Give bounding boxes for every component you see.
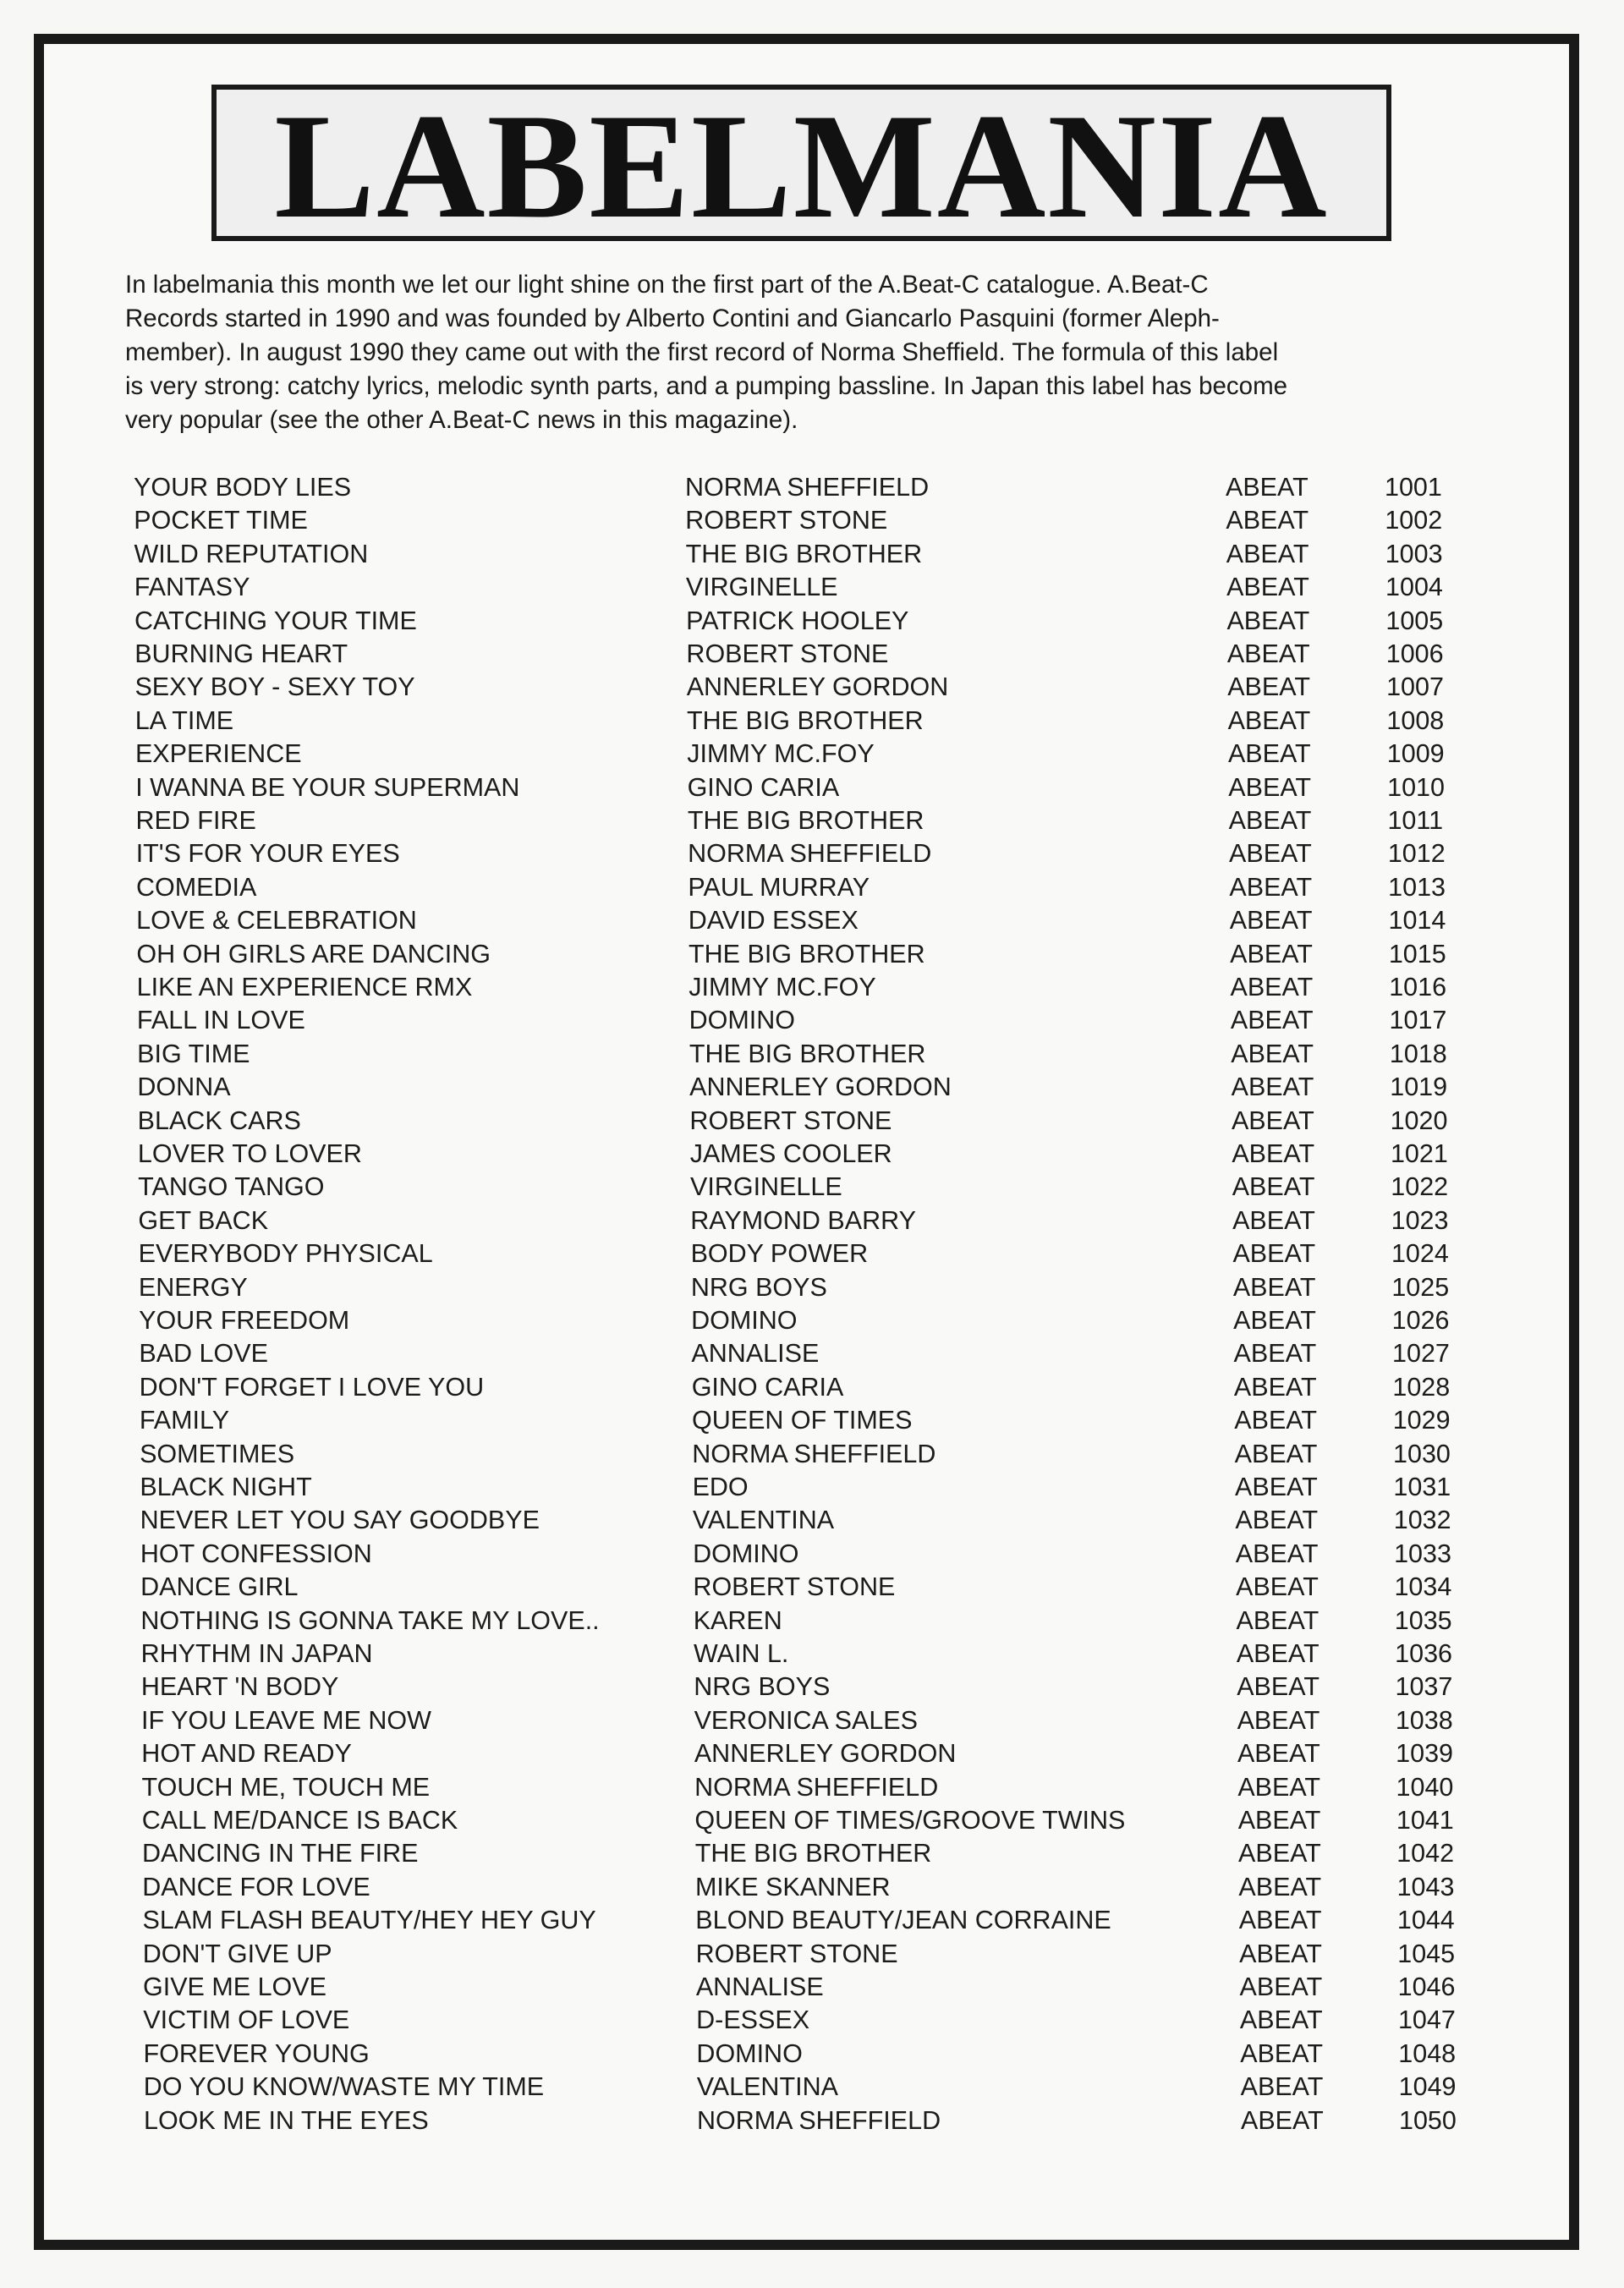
table-row [44, 471, 1569, 503]
release-title: SEXY BOY - SEXY TOY [134, 672, 415, 702]
catalog-number: 1041 [1396, 1806, 1454, 1835]
table-row [44, 971, 1569, 1003]
table-row [44, 705, 1569, 737]
table-row [44, 1538, 1569, 1570]
release-title: BAD LOVE [139, 1339, 268, 1369]
table-row [44, 1371, 1569, 1403]
catalog-number: 1018 [1389, 1039, 1447, 1068]
table-row [44, 1004, 1569, 1036]
catalog-number: 1040 [1396, 1772, 1454, 1802]
release-title: EVERYBODY PHYSICAL [138, 1239, 433, 1269]
table-row [44, 1105, 1569, 1137]
catalog-number: 1028 [1392, 1372, 1451, 1402]
intro-line: very popular (see the other A.Beat-C news in this magazine). [125, 406, 798, 434]
catalog-number: 1004 [1385, 573, 1443, 602]
catalog-number: 1023 [1391, 1205, 1449, 1235]
table-row [44, 2104, 1569, 2137]
release-artist: THE BIG BROTHER [685, 539, 923, 568]
catalog-number: 1038 [1395, 1705, 1453, 1735]
release-artist: GINO CARIA [691, 1372, 844, 1402]
table-row [44, 1471, 1569, 1503]
release-artist: VERONICA SALES [694, 1705, 918, 1735]
release-artist: ANNERLEY GORDON [689, 1073, 952, 1102]
release-title: IF YOU LEAVE ME NOW [141, 1705, 431, 1735]
release-label: ABEAT [1235, 1506, 1319, 1535]
release-label: ABEAT [1237, 1672, 1320, 1702]
release-title: FALL IN LOVE [136, 1006, 305, 1035]
table-row [44, 1038, 1569, 1070]
table-row [44, 2004, 1569, 2036]
intro-line: member). In august 1990 they came out with the first record of Norma Sheffield. The formula of this label [125, 338, 1279, 366]
release-label: ABEAT [1229, 872, 1313, 902]
release-label: ABEAT [1226, 473, 1309, 502]
magazine-page [34, 34, 1579, 2250]
release-label: ABEAT [1237, 1705, 1320, 1735]
release-title: CATCHING YOUR TIME [134, 606, 417, 635]
release-label: ABEAT [1232, 1239, 1316, 1269]
release-title: SOMETIMES [140, 1439, 295, 1468]
catalog-number: 1016 [1389, 973, 1447, 1001]
release-label: ABEAT [1234, 1439, 1318, 1468]
catalog-number: 1044 [1396, 1906, 1455, 1935]
release-label: ABEAT [1233, 1306, 1316, 1335]
release-artist: NORMA SHEFFIELD [685, 473, 930, 502]
table-row [44, 605, 1569, 637]
release-label: ABEAT [1237, 1739, 1320, 1769]
release-label: ABEAT [1240, 2072, 1324, 2102]
release-title: NEVER LET YOU SAY GOODBYE [140, 1506, 540, 1535]
catalog-number: 1013 [1388, 872, 1446, 902]
catalog-list [44, 44, 1569, 2240]
release-label: ABEAT [1238, 1839, 1321, 1868]
release-title: LIKE AN EXPERIENCE RMX [136, 973, 473, 1001]
page-title: LABELMANIA [274, 81, 1329, 250]
table-row [44, 1638, 1569, 1670]
table-row [44, 1904, 1569, 1936]
release-artist: QUEEN OF TIMES/GROOVE TWINS [694, 1806, 1126, 1835]
catalog-number: 1034 [1394, 1572, 1452, 1602]
release-label: ABEAT [1226, 639, 1310, 668]
release-artist: DAVID ESSEX [688, 906, 859, 936]
catalog-number: 1021 [1390, 1139, 1448, 1168]
table-row [44, 1704, 1569, 1737]
release-artist: ROBERT STONE [693, 1572, 896, 1602]
release-label: ABEAT [1230, 1006, 1314, 1035]
release-artist: D-ESSEX [696, 2005, 810, 2035]
release-title: FAMILY [139, 1406, 230, 1435]
table-row [44, 1804, 1569, 1836]
catalog-number: 1030 [1393, 1439, 1451, 1468]
release-title: TOUCH ME, TOUCH ME [141, 1772, 431, 1802]
catalog-number: 1012 [1387, 839, 1446, 869]
table-row [44, 1605, 1569, 1637]
release-artist: JIMMY MC.FOY [687, 739, 875, 769]
release-label: ABEAT [1241, 2105, 1324, 2135]
release-label: ABEAT [1226, 539, 1309, 568]
release-title: LOOK ME IN THE EYES [144, 2105, 429, 2135]
release-title: HOT AND READY [141, 1739, 352, 1769]
release-title: EXPERIENCE [134, 739, 302, 769]
catalog-number: 1014 [1388, 906, 1446, 936]
release-artist: QUEEN OF TIMES [692, 1406, 913, 1435]
table-row [44, 1504, 1569, 1536]
catalog-number: 1011 [1387, 806, 1444, 835]
catalog-number: 1043 [1396, 1872, 1455, 1901]
catalog-number: 1047 [1397, 2005, 1456, 2035]
release-title: GIVE ME LOVE [143, 1973, 326, 2001]
release-label: ABEAT [1231, 1039, 1314, 1068]
release-artist: THE BIG BROTHER [687, 705, 924, 735]
release-label: ABEAT [1230, 973, 1314, 1001]
release-title: DONNA [137, 1073, 231, 1102]
release-label: ABEAT [1228, 772, 1312, 802]
release-title: FOREVER YOUNG [143, 2038, 370, 2068]
release-label: ABEAT [1227, 739, 1311, 769]
catalog-number: 1049 [1398, 2072, 1457, 2102]
table-row [44, 571, 1569, 603]
release-title: GET BACK [138, 1205, 269, 1235]
release-title: DO YOU KNOW/WASTE MY TIME [143, 2072, 545, 2102]
release-label: ABEAT [1235, 1473, 1318, 1501]
intro-line: Records started in 1990 and was founded by Alberto Contini and Giancarlo Pasquini (former Aleph- [125, 305, 1220, 332]
release-title: DANCING IN THE FIRE [142, 1839, 419, 1868]
release-artist: ANNERLEY GORDON [686, 672, 949, 702]
release-artist: VALENTINA [692, 1506, 835, 1535]
release-artist: ANNERLEY GORDON [694, 1739, 957, 1769]
table-row [44, 1337, 1569, 1369]
table-row [44, 804, 1569, 837]
table-row [44, 1671, 1569, 1703]
release-artist: NORMA SHEFFIELD [694, 1772, 939, 1802]
release-title: COMEDIA [135, 872, 257, 902]
catalog-number: 1020 [1390, 1106, 1448, 1135]
catalog-number: 1002 [1385, 506, 1443, 535]
release-label: ABEAT [1232, 1205, 1315, 1235]
catalog-number: 1025 [1391, 1272, 1450, 1302]
catalog-number: 1024 [1391, 1239, 1449, 1269]
release-title: BLACK NIGHT [140, 1473, 312, 1501]
release-title: CALL ME/DANCE IS BACK [141, 1806, 458, 1835]
table-row [44, 1971, 1569, 2003]
catalog-number: 1022 [1391, 1172, 1449, 1202]
table-row [44, 1837, 1569, 1869]
catalog-number: 1009 [1386, 739, 1445, 769]
release-title: VICTIM OF LOVE [143, 2005, 350, 2035]
release-artist: DOMINO [689, 1006, 795, 1035]
release-artist: THE BIG BROTHER [694, 1839, 932, 1868]
table-row [44, 1438, 1569, 1470]
table-row [44, 938, 1569, 970]
release-label: ABEAT [1236, 1639, 1320, 1668]
release-title: BURNING HEART [134, 639, 348, 668]
release-title: SLAM FLASH BEAUTY/HEY HEY GUY [142, 1906, 596, 1935]
release-title: IT'S FOR YOUR EYES [135, 839, 400, 869]
release-artist: VIRGINELLE [690, 1172, 842, 1202]
release-artist: ROBERT STONE [686, 639, 889, 668]
release-label: ABEAT [1229, 906, 1313, 936]
release-artist: DOMINO [693, 1539, 799, 1568]
release-title: HEART 'N BODY [140, 1672, 339, 1702]
table-row [44, 504, 1569, 536]
release-label: ABEAT [1239, 1973, 1323, 2001]
release-artist: WAIN L. [694, 1639, 789, 1668]
release-title: TANGO TANGO [138, 1172, 325, 1202]
release-label: ABEAT [1239, 2005, 1323, 2035]
release-title: OH OH GIRLS ARE DANCING [136, 939, 491, 968]
catalog-number: 1017 [1389, 1006, 1447, 1035]
catalog-number: 1026 [1391, 1306, 1450, 1335]
catalog-number: 1027 [1392, 1339, 1450, 1369]
release-artist: VIRGINELLE [685, 573, 838, 602]
release-artist: NORMA SHEFFIELD [692, 1439, 936, 1468]
catalog-number: 1007 [1386, 672, 1444, 702]
release-title: FANTASY [134, 573, 250, 602]
release-artist: PATRICK HOOLEY [686, 606, 909, 635]
release-label: ABEAT [1227, 705, 1311, 735]
release-label: ABEAT [1231, 1073, 1314, 1102]
release-artist: VALENTINA [696, 2072, 838, 2102]
release-title: LA TIME [134, 705, 234, 735]
release-artist: ROBERT STONE [689, 1106, 892, 1135]
release-title: YOUR BODY LIES [134, 473, 352, 502]
release-label: ABEAT [1229, 839, 1312, 869]
catalog-number: 1015 [1388, 939, 1446, 968]
release-artist: EDO [692, 1473, 749, 1501]
catalog-number: 1039 [1396, 1739, 1454, 1769]
release-artist: JIMMY MC.FOY [689, 973, 876, 1001]
release-artist: THE BIG BROTHER [689, 939, 925, 968]
release-title: YOUR FREEDOM [139, 1306, 350, 1335]
release-title: DON'T GIVE UP [142, 1939, 332, 1968]
table-row [44, 671, 1569, 703]
catalog-number: 1036 [1395, 1639, 1452, 1668]
release-artist: PAUL MURRAY [688, 872, 870, 902]
release-label: ABEAT [1232, 1272, 1316, 1302]
catalog-number: 1032 [1393, 1506, 1451, 1535]
catalog-number: 1019 [1390, 1073, 1448, 1102]
release-title: WILD REPUTATION [134, 539, 369, 568]
intro-line: In labelmania this month we let our light shine on the first part of the A.Beat-C catalogue. A.Beat-C [125, 271, 1209, 299]
release-title: NOTHING IS GONNA TAKE MY LOVE.. [140, 1605, 600, 1635]
release-label: ABEAT [1235, 1539, 1319, 1568]
release-label: ABEAT [1228, 806, 1312, 835]
release-label: ABEAT [1227, 672, 1310, 702]
table-row [44, 837, 1569, 870]
table-row [44, 2071, 1569, 2103]
catalog-number: 1029 [1392, 1406, 1451, 1435]
catalog-number: 1046 [1397, 1973, 1456, 2001]
table-row [44, 771, 1569, 804]
catalog-number: 1008 [1386, 705, 1445, 735]
catalog-number: 1042 [1396, 1839, 1455, 1868]
table-row [44, 1204, 1569, 1237]
release-label: ABEAT [1233, 1372, 1317, 1402]
release-title: BLACK CARS [137, 1106, 301, 1135]
release-artist: DOMINO [696, 2038, 803, 2068]
table-row [44, 1304, 1569, 1336]
release-title: LOVER TO LOVER [137, 1139, 362, 1168]
release-artist: NORMA SHEFFIELD [688, 839, 932, 869]
release-label: ABEAT [1226, 506, 1309, 535]
release-artist: MIKE SKANNER [695, 1872, 891, 1901]
release-artist: THE BIG BROTHER [687, 806, 924, 835]
catalog-number: 1037 [1395, 1672, 1453, 1702]
table-row [44, 1171, 1569, 1203]
catalog-number: 1010 [1387, 772, 1445, 802]
table-row [44, 904, 1569, 936]
release-title: RED FIRE [135, 806, 256, 835]
table-row [44, 1237, 1569, 1270]
table-row [44, 1571, 1569, 1603]
table-row [44, 1938, 1569, 1970]
catalog-number: 1006 [1385, 639, 1444, 668]
release-artist: RAYMOND BARRY [690, 1205, 916, 1235]
table-row [44, 1138, 1569, 1170]
catalog-number: 1005 [1385, 606, 1444, 635]
release-artist: NRG BOYS [690, 1272, 827, 1302]
release-label: ABEAT [1233, 1339, 1317, 1369]
release-title: RHYTHM IN JAPAN [140, 1639, 373, 1668]
release-label: ABEAT [1237, 1772, 1321, 1802]
table-row [44, 1404, 1569, 1436]
catalog-number: 1033 [1394, 1539, 1451, 1568]
release-artist: JAMES COOLER [689, 1139, 892, 1168]
catalog-number: 1001 [1385, 473, 1442, 502]
table-row [44, 1271, 1569, 1303]
release-label: ABEAT [1236, 1605, 1320, 1635]
catalog-number: 1035 [1394, 1605, 1452, 1635]
release-title: ENERGY [138, 1272, 248, 1302]
table-row [44, 538, 1569, 570]
table-row [44, 871, 1569, 903]
release-label: ABEAT [1226, 573, 1309, 602]
release-title: DANCE FOR LOVE [142, 1872, 370, 1901]
table-row [44, 1737, 1569, 1769]
release-artist: DOMINO [691, 1306, 798, 1335]
release-artist: GINO CARIA [687, 772, 840, 802]
table-row [44, 2038, 1569, 2070]
release-artist: THE BIG BROTHER [689, 1039, 926, 1068]
catalog-number: 1045 [1397, 1939, 1456, 1968]
release-artist: NORMA SHEFFIELD [697, 2105, 941, 2135]
release-artist: BLOND BEAUTY/JEAN CORRAINE [695, 1906, 1111, 1935]
release-artist: ANNALISE [695, 1973, 824, 2001]
catalog-number: 1003 [1385, 539, 1443, 568]
release-label: ABEAT [1230, 939, 1313, 968]
release-label: ABEAT [1234, 1406, 1318, 1435]
intro-line: is very strong: catchy lyrics, melodic synth parts, and a pumping bassline. In Japan this label has become [125, 372, 1288, 400]
release-artist: ROBERT STONE [695, 1939, 898, 1968]
release-label: ABEAT [1226, 606, 1310, 635]
release-label: ABEAT [1238, 1872, 1322, 1901]
release-title: HOT CONFESSION [140, 1539, 372, 1568]
release-artist: ROBERT STONE [685, 506, 888, 535]
table-row [44, 1771, 1569, 1803]
catalog-number: 1050 [1399, 2105, 1457, 2135]
table-row [44, 638, 1569, 670]
release-label: ABEAT [1232, 1139, 1315, 1168]
table-row [44, 1871, 1569, 1903]
release-label: ABEAT [1237, 1806, 1321, 1835]
catalog-number: 1031 [1393, 1473, 1451, 1501]
catalog-number: 1048 [1398, 2038, 1457, 2068]
table-row [44, 1071, 1569, 1103]
release-artist: ANNALISE [691, 1339, 820, 1369]
release-label: ABEAT [1238, 1906, 1322, 1935]
release-label: ABEAT [1231, 1106, 1314, 1135]
release-label: ABEAT [1239, 1939, 1322, 1968]
release-title: LOVE & CELEBRATION [136, 906, 417, 936]
release-label: ABEAT [1240, 2038, 1323, 2068]
release-title: POCKET TIME [134, 506, 308, 535]
release-label: ABEAT [1236, 1572, 1319, 1602]
release-title: BIG TIME [137, 1039, 250, 1068]
release-title: DANCE GIRL [140, 1572, 299, 1602]
release-title: DON'T FORGET I LOVE YOU [139, 1372, 485, 1402]
release-artist: KAREN [693, 1605, 782, 1635]
release-label: ABEAT [1232, 1172, 1315, 1202]
table-row [44, 738, 1569, 770]
release-title: I WANNA BE YOUR SUPERMAN [135, 772, 520, 802]
release-artist: BODY POWER [690, 1239, 869, 1269]
release-artist: NRG BOYS [694, 1672, 831, 1702]
